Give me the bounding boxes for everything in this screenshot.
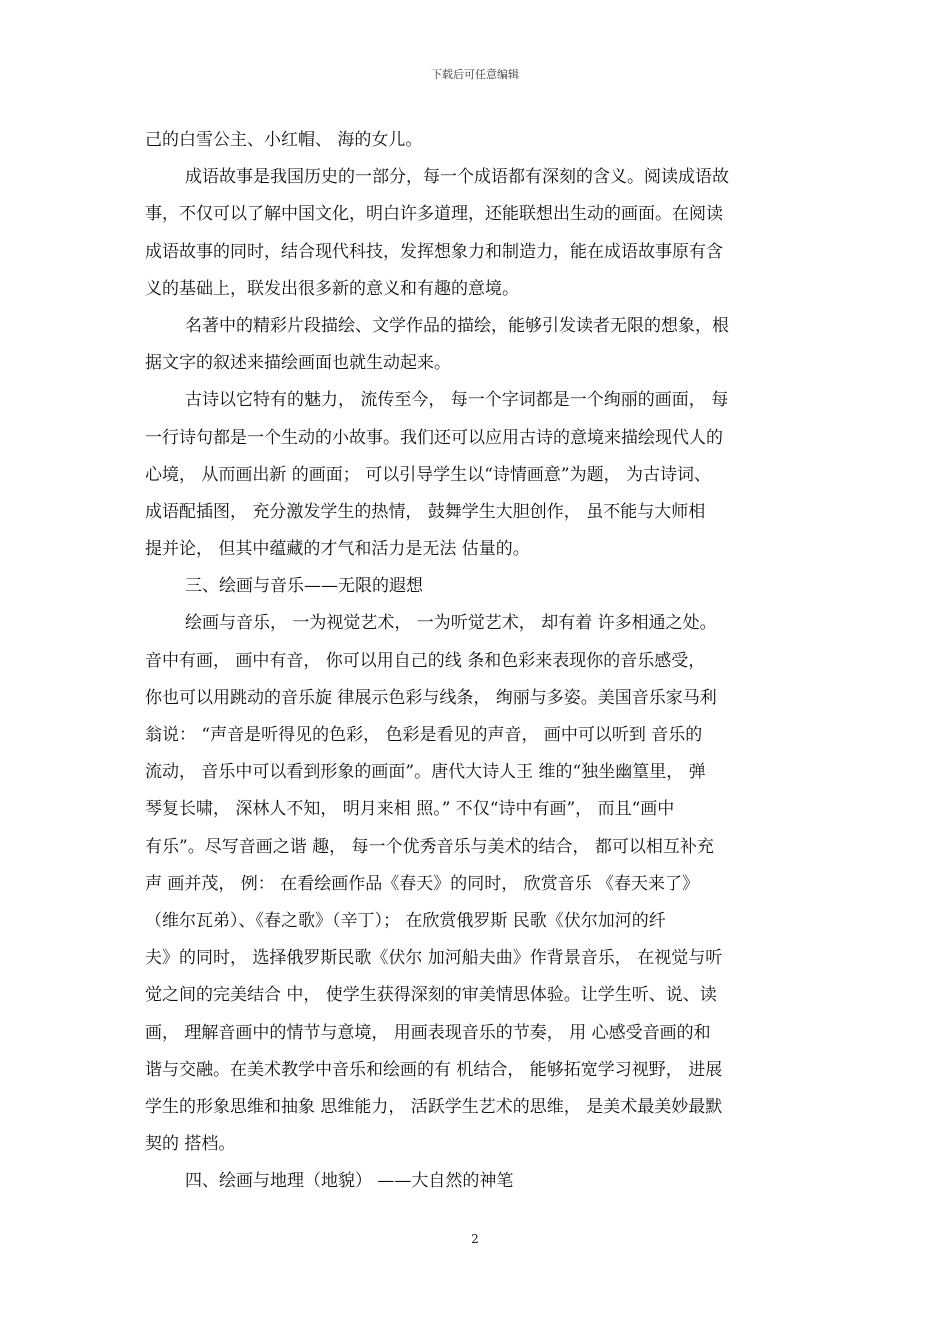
text-line: 谐与交融。在美术教学中音乐和绘画的有 机结合， 能够拓宽学习视野， 进展 (145, 1059, 723, 1080)
text-line: 你也可以用跳动的音乐旋 律展示色彩与线条， 绚丽与多姿。美国音乐家马利 (145, 687, 717, 708)
text-line: 提并论， 但其中蕴藏的才气和活力是无法 估量的。 (145, 539, 530, 560)
text-line: 绘画与音乐， 一为视觉艺术， 一为听觉艺术， 却有着 许多相通之处。 (185, 613, 717, 634)
text-line: 事，不仅可以了解中国文化，明白许多道理，还能联想出生动的画面。在阅读 (145, 204, 723, 225)
text-line: 音中有画， 画中有音， 你可以用自己的线 条和色彩来表现你的音乐感受， (145, 650, 706, 671)
text-line: 义的基础上，联发出很多新的意义和有趣的意境。 (145, 278, 519, 299)
page-number: 2 (471, 1232, 479, 1246)
text-line: 翁说： “声音是听得见的色彩， 色彩是看见的声音， 画中可以听到 音乐的 (145, 725, 703, 745)
text-line: 己的白雪公主、小红帽、 海的女儿。 (145, 130, 423, 150)
text-line: 有乐”。尽写音画之谐 趣， 每一个优秀音乐与美术的结合， 都可以相互补充 (145, 836, 714, 857)
document-body (145, 122, 805, 1200)
text-line: 琴复长啸， 深林人不知， 明月来相 照。” 不仅“诗中有画”， 而且“画中 (145, 799, 675, 820)
text-line: 夫》的同时， 选择俄罗斯民歌《伏尔 加河船夫曲》作背景音乐， 在视觉与听 (145, 948, 723, 969)
text-line: 一行诗句都是一个生动的小故事。我们还可以应用古诗的意境来描绘现代人的 (145, 427, 723, 448)
text-line: （维尔瓦弟）、《春之歌》（辛丁）； 在欣赏俄罗斯 民歌《伏尔加河的纤 (145, 910, 666, 931)
text-line: 古诗以它特有的魅力， 流传至今， 每一个字词都是一个绚丽的画面， 每 (185, 390, 729, 411)
text-line: 据文字的叙述来描绘画面也就生动起来。 (145, 353, 451, 374)
text-line: 名著中的精彩片段描绘、文学作品的描绘，能够引发读者无限的想象，根 (185, 315, 729, 336)
text-line: 三、绘画与音乐——无限的遐想 (185, 576, 423, 597)
text-line: 学生的形象思维和抽象 思维能力， 活跃学生艺术的思维， 是美术最美妙最默 (145, 1096, 723, 1117)
text-line: 流动， 音乐中可以看到形象的画面”。唐代大诗人王 维的“独坐幽篁里， 弹 (145, 762, 706, 783)
text-line: 成语故事是我国历史的一部分，每一个成语都有深刻的含义。阅读成语故 (185, 167, 729, 188)
text-line: 声 画并茂， 例： 在看绘画作品《春天》的同时， 欣赏音乐 《春天来了》 (145, 873, 700, 894)
text-line: 四、绘画与地理（地貌） ——大自然的神笔 (185, 1171, 514, 1192)
text-line: 觉之间的完美结合 中， 使学生获得深刻的审美情思体验。让学生听、说、读 (145, 985, 717, 1006)
text-line: 成语故事的同时，结合现代科技，发挥想象力和制造力，能在成语故事原有含 (145, 241, 723, 262)
text-line: 画， 理解音画中的情节与意境， 用画表现音乐的节奏， 用 心感受音画的和 (145, 1022, 711, 1043)
text-line: 心境， 从而画出新 的画面； 可以引导学生以“诗情画意”为题， 为古诗词、 (145, 464, 711, 485)
text-line: 成语配插图， 充分激发学生的热情， 鼓舞学生大胆创作， 虽不能与大师相 (145, 501, 706, 522)
text-line: 契的 搭档。 (145, 1134, 236, 1155)
page-header: 下载后可任意编辑 (431, 68, 519, 81)
